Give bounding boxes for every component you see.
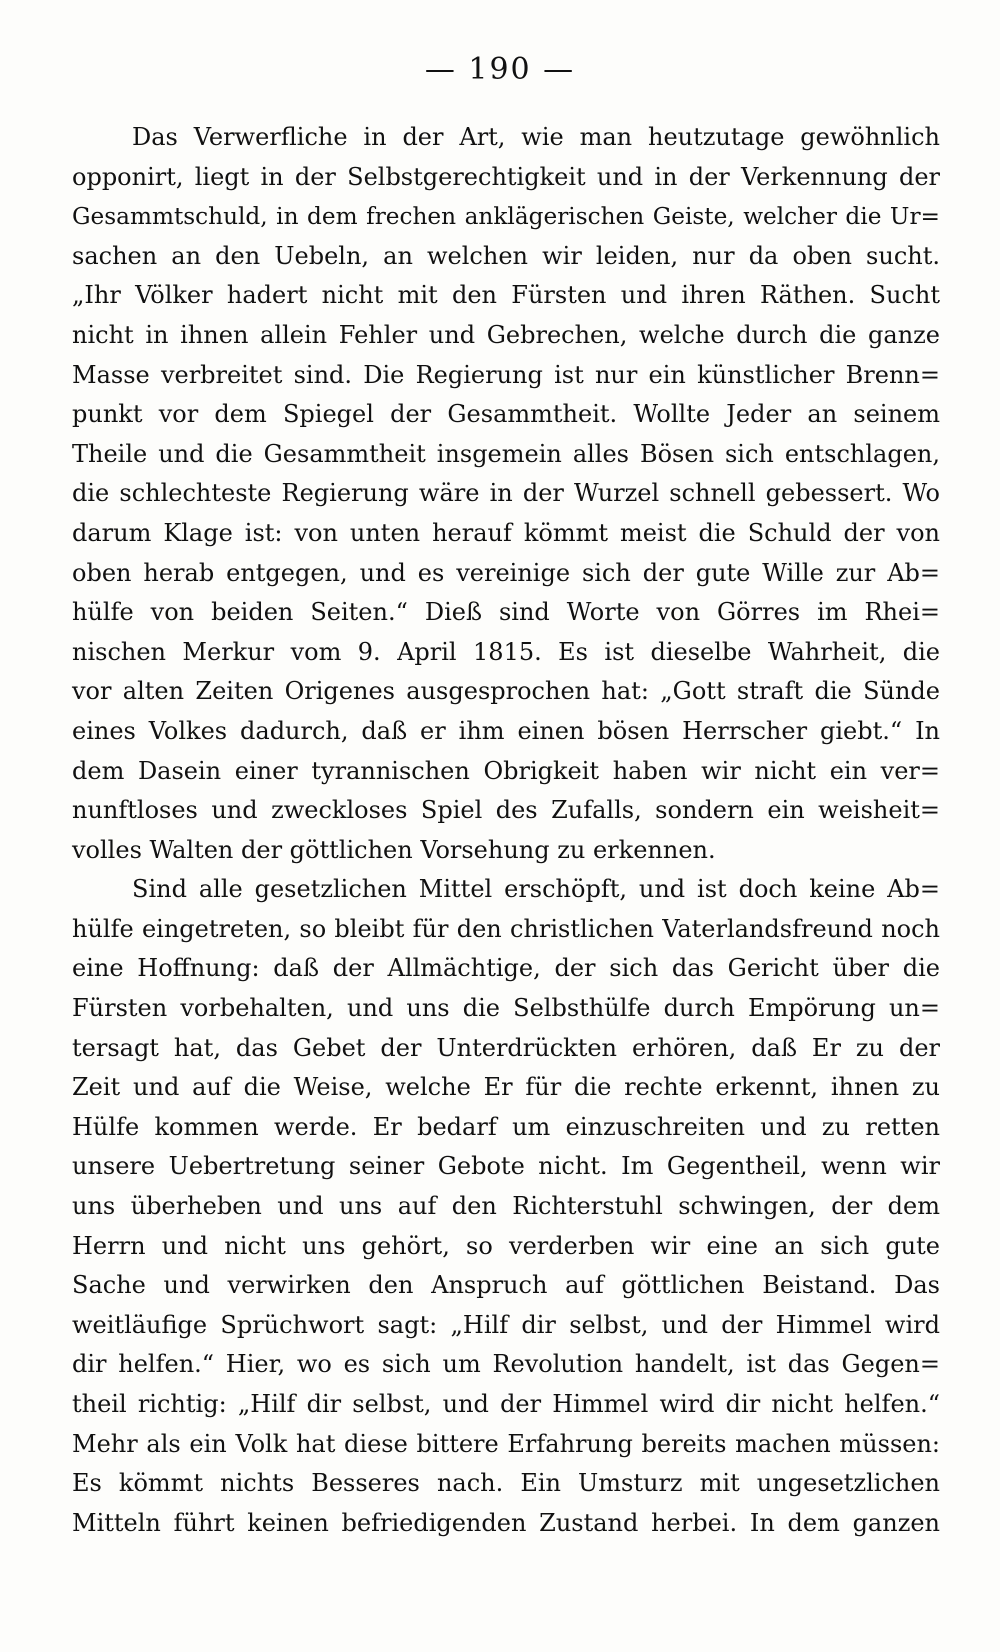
- text-line: hülfe von beiden Seiten.“ Dieß sind Worte von Görres im Rhei=: [72, 598, 940, 627]
- text-line: Fürsten vorbehalten, und uns die Selbsthülfe durch Empörung un=: [72, 994, 940, 1023]
- text-line: hülfe eingetreten, so bleibt für den christlichen Vaterlandsfreund noch: [72, 914, 940, 943]
- text-line: dem Dasein einer tyrannischen Obrigkeit haben wir nicht ein ver=: [72, 756, 940, 785]
- text-line: Mitteln führt keinen befriedigenden Zustand herbei. In dem ganzen: [72, 1508, 940, 1537]
- text-line: Herrn und nicht uns gehört, so verderben wir eine an sich gute: [72, 1231, 940, 1260]
- text-line: eines Volkes dadurch, daß er ihm einen bösen Herrscher giebt.“ In: [72, 716, 940, 745]
- text-line: vor alten Zeiten Origenes ausgesprochen hat: „Gott straft die Sünde: [72, 677, 940, 706]
- text-line: Mehr als ein Volk hat diese bittere Erfahrung bereits machen müssen:: [72, 1429, 940, 1458]
- text-line: Zeit und auf die Weise, welche Er für die rechte erkennt, ihnen zu: [72, 1073, 940, 1102]
- text-line: uns überheben und uns auf den Richterstuhl schwingen, der dem: [72, 1192, 940, 1221]
- text-line: nicht in ihnen allein Fehler und Gebrechen, welche durch die ganze: [72, 320, 940, 349]
- text-line: opponirt, liegt in der Selbstgerechtigkeit und in der Verkennung der: [72, 162, 940, 191]
- text-line: Es kömmt nichts Besseres nach. Ein Umsturz mit ungesetzlichen: [72, 1469, 940, 1498]
- text-line: Sind alle gesetzlichen Mittel erschöpft, und ist doch keine Ab=: [132, 875, 940, 904]
- paragraph: [72, 118, 940, 870]
- text-line: oben herab entgegen, und es vereinige sich der gute Wille zur Ab=: [72, 558, 940, 587]
- text-line: theil richtig: „Hilf dir selbst, und der Himmel wird dir nicht helfen.“: [72, 1390, 940, 1418]
- text-line: tersagt hat, das Gebet der Unterdrückten erhören, daß Er zu der: [72, 1033, 940, 1062]
- text-line: weitläufige Sprüchwort sagt: „Hilf dir selbst, und der Himmel wird: [72, 1310, 940, 1339]
- text-line: die schlechteste Regierung wäre in der Wurzel schnell gebessert. Wo: [72, 479, 940, 508]
- page-number: — 190 —: [424, 52, 576, 87]
- text-line: volles Walten der göttlichen Vorsehung zu erkennen.: [72, 835, 716, 864]
- text-line: unsere Uebertretung seiner Gebote nicht. Im Gegentheil, wenn wir: [72, 1152, 940, 1181]
- text-line: eine Hoffnung: daß der Allmächtige, der sich das Gericht über die: [72, 954, 940, 983]
- text-line: darum Klage ist: von unten herauf kömmt meist die Schuld der von: [72, 518, 940, 547]
- text-line: nunftloses und zweckloses Spiel des Zufalls, sondern ein weisheit=: [72, 796, 940, 825]
- text-line: Theile und die Gesammtheit insgemein alles Bösen sich entschlagen,: [72, 439, 940, 468]
- text-line: dir helfen.“ Hier, wo es sich um Revolution handelt, ist das Gegen=: [72, 1350, 940, 1379]
- text-line: sachen an den Uebeln, an welchen wir leiden, nur da oben sucht.: [72, 241, 940, 270]
- body-text: [72, 118, 940, 1543]
- text-line: Hülfe kommen werde. Er bedarf um einzuschreiten und zu retten: [72, 1112, 940, 1141]
- text-line: Masse verbreitet sind. Die Regierung ist nur ein künstlicher Brenn=: [72, 360, 940, 389]
- text-line: Das Verwerfliche in der Art, wie man heutzutage gewöhnlich: [132, 123, 940, 151]
- text-line: Gesammtschuld, in dem frechen anklägerischen Geiste, welcher die Ur=: [72, 203, 940, 231]
- paragraph: [72, 870, 940, 1543]
- text-line: Sache und verwirken den Anspruch auf göttlichen Beistand. Das: [72, 1271, 940, 1300]
- text-line: „Ihr Völker hadert nicht mit den Fürsten und ihren Räthen. Sucht: [72, 281, 940, 310]
- text-line: nischen Merkur vom 9. April 1815. Es ist dieselbe Wahrheit, die: [72, 637, 940, 666]
- text-line: punkt vor dem Spiegel der Gesammtheit. Wollte Jeder an seinem: [72, 400, 940, 429]
